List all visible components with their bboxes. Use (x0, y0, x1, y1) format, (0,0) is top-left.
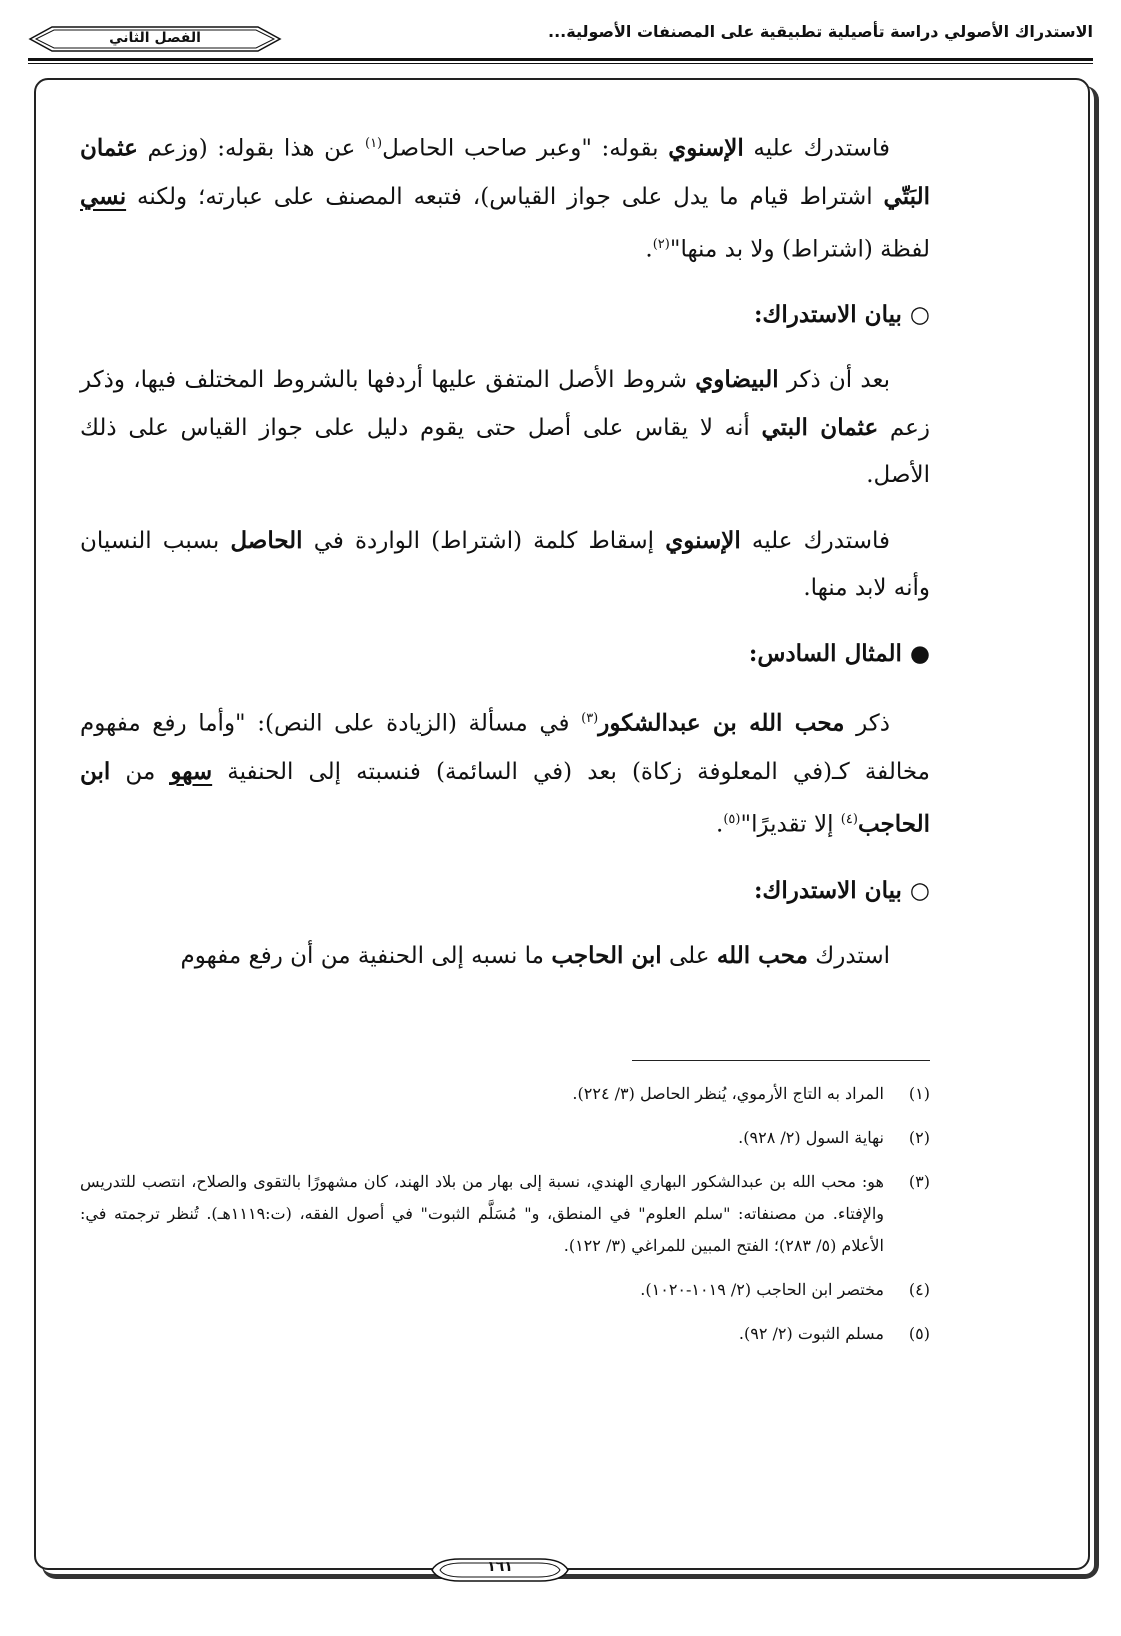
footnote (80, 1318, 930, 1350)
underlined-word: سهو (170, 757, 213, 785)
text-run: ذكر (844, 710, 890, 737)
bold-name: الإسنوي (665, 527, 741, 555)
header-rule (28, 58, 1093, 61)
footnotes (80, 1078, 930, 1362)
main-text (80, 120, 930, 998)
footnote-ref: (٤) (840, 811, 858, 827)
underlined-word: نسي (80, 182, 127, 210)
bold-name: عثمان البتي (761, 414, 879, 442)
footnote-text: مسلم الثبوت (٢/ ٩٢). (738, 1324, 884, 1343)
text-run: في مسألة (الزيادة على النص): "وأما رفع مفهوم مخالفة كـ(في المعلوفة زكاة) بعد (في السائمة) فنسبته إلى الحنفية (80, 710, 930, 785)
text-run: . (716, 811, 724, 838)
bold-name: محب الله (716, 941, 808, 969)
bold-name: البيضاوي (695, 366, 779, 394)
text-run: بعد أن ذكر (778, 367, 890, 394)
text-run: . (645, 236, 653, 263)
footnote (80, 1122, 930, 1154)
footnote-number: (٤) (908, 1280, 930, 1299)
footnote (80, 1274, 930, 1306)
footnote-ref: (٢) (652, 236, 670, 252)
running-title: الاستدراك الأصولي دراسة تأصيلية تطبيقية على المصنفات الأصولية... (548, 22, 1093, 41)
footnote-text: نهاية السول (٢/ ٩٢٨). (738, 1128, 884, 1147)
footnote-text: هو: محب الله بن عبدالشكور البهاري الهندي، نسبة إلى بهار من بلاد الهند، كان مشهورًا بالتقوى والصلاح، انتصب للتدريس والإفتاء. من مصنفاته: "سلم العلوم" في المنطق، و" مُسَلَّم الثبوت" في أصول الفقه، (ت:١١١٩هـ). تُنظر ترجمته في: الأعلام (٥/ ٢٨٣)؛ الفتح المبين للمراغي (٣/ ١٢٢). (80, 1172, 884, 1255)
paragraph (80, 120, 930, 273)
bold-name: ابن الحاجب (551, 941, 662, 969)
text-run: بقوله: "وعبر صاحب الحاصل (382, 135, 669, 162)
text-run: لفظة (اشتراط) ولا بد منها" (669, 236, 930, 263)
footnote (80, 1166, 930, 1262)
text-run: فاستدرك عليه (743, 135, 890, 162)
text-run: ما نسبه إلى الحنفية من أن رفع مفهوم (180, 942, 552, 969)
paragraph (80, 356, 930, 499)
text-run: من (110, 758, 171, 785)
chapter-label: الفصل الثاني (109, 30, 201, 46)
section-heading: ○ بيان الاستدراك: (753, 301, 930, 329)
footnote-separator (632, 1060, 930, 1061)
text-run: أنه لا يقاس على أصل حتى يقوم دليل على جواز القياس على ذلك الأصل. (80, 415, 930, 489)
bold-name: عثمان البَتّي (80, 134, 930, 210)
footnote-text: المراد به التاج الأرموي، يُنظر الحاصل (٣/ ٢٢٤). (572, 1084, 884, 1103)
page-number: ١٦١ (487, 1559, 513, 1575)
footnote-ref: (٣) (581, 711, 599, 727)
bold-name: الإسنوي (668, 134, 744, 162)
footnote-ref: (٥) (723, 811, 741, 827)
text-run: استدرك (807, 942, 890, 969)
footnote-text: مختصر ابن الحاجب (٢/ ١٠١٩-١٠٢٠). (640, 1280, 884, 1299)
text-run: عن هذا بقوله: (وزعم (137, 135, 365, 162)
section-heading: ● المثال السادس: (748, 640, 930, 668)
footnote-ref: (١) (364, 136, 383, 151)
text-run: إسقاط كلمة (اشتراط) الواردة في (302, 528, 666, 555)
text-run: بسبب النسيان وأنه لابد منها. (80, 528, 930, 602)
text-run: إلا تقديرًا" (740, 811, 841, 838)
paragraph (80, 932, 930, 980)
page-header (28, 18, 1093, 66)
text-run: شروط الأصل المتفق عليها أردفها بالشروط المختلف فيها، وذكر زعم (80, 367, 930, 442)
section-heading: ○ بيان الاستدراك: (753, 876, 930, 904)
bold-name: ابن الحاجب (80, 757, 930, 838)
page-number-badge (430, 1555, 570, 1585)
bold-name: الحاصل (230, 527, 303, 555)
bold-name: محب الله بن عبدالشكور (598, 709, 845, 737)
footnote (80, 1078, 930, 1110)
text-run: فاستدرك عليه (740, 528, 890, 555)
footnote-number: (٢) (908, 1128, 930, 1147)
footnote-number: (٥) (908, 1324, 930, 1343)
footnote-number: (٣) (908, 1172, 930, 1191)
footnote-number: (١) (908, 1084, 930, 1103)
text-run: على (661, 942, 717, 969)
paragraph (80, 517, 930, 612)
header-rule-thin (28, 63, 1093, 64)
chapter-tab (28, 24, 282, 54)
paragraph (80, 695, 930, 848)
text-run: اشتراط قيام ما يدل على جواز القياس)، فتبعه المصنف على عبارته؛ ولكنه (126, 183, 884, 210)
